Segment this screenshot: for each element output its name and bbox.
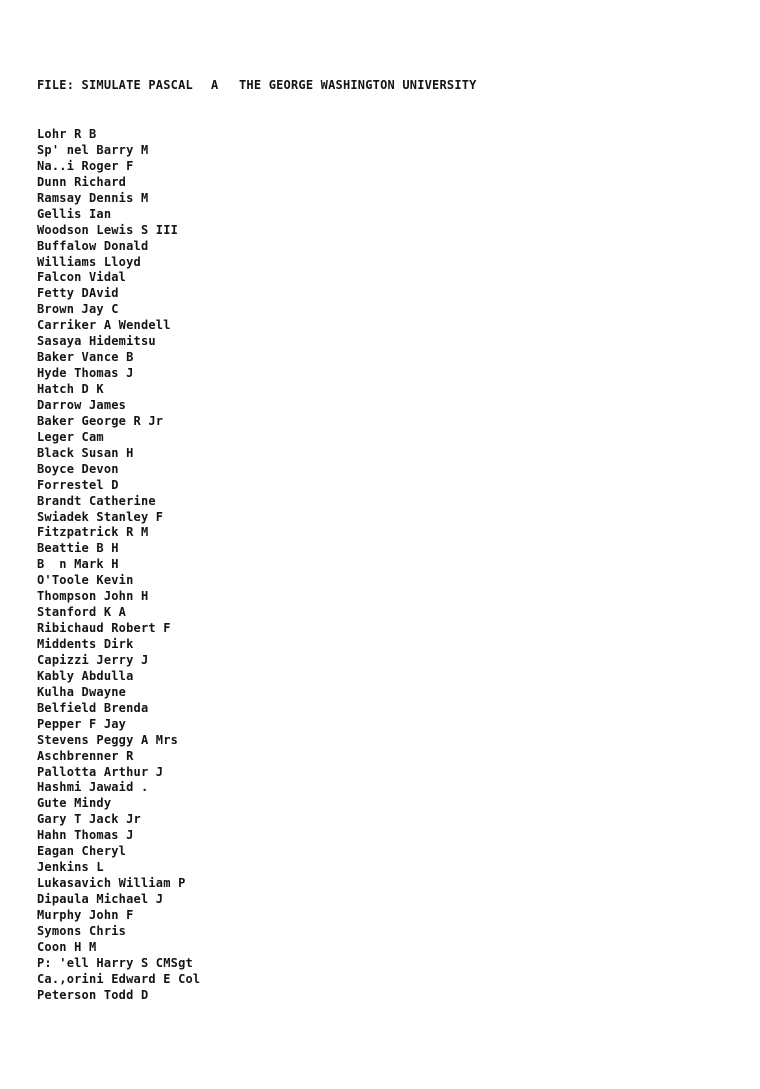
file-mode: A	[211, 78, 219, 92]
name-entry: Thompson John H	[37, 589, 149, 604]
file-label: FILE: SIMULATE PASCAL	[37, 78, 193, 92]
name-entry: Ramsay Dennis M	[37, 190, 149, 205]
name-entry: Eagan Cheryl	[37, 844, 127, 859]
name-entry: Brown Jay C	[37, 302, 119, 317]
name-entry: Carriker A Wendell	[37, 318, 171, 333]
file-header	[37, 78, 477, 92]
name-entry: Baker George R Jr	[37, 413, 164, 428]
name-entry: Kulha Dwayne	[37, 684, 127, 699]
name-list	[37, 127, 200, 1004]
name-entry: Sp' nel Barry M	[37, 142, 149, 157]
name-entry: Williams Lloyd	[37, 254, 141, 269]
name-entry: Baker Vance B	[37, 350, 134, 365]
name-entry: Stanford K A	[37, 605, 127, 620]
name-entry: Murphy John F	[37, 907, 134, 922]
name-entry: Stevens Peggy A Mrs	[37, 732, 179, 747]
name-entry: Hatch D K	[37, 382, 104, 396]
name-entry: Belfield Brenda	[37, 700, 149, 715]
name-entry: Coon H M	[37, 939, 97, 954]
name-entry: Forrestel D	[37, 477, 119, 492]
name-entry: Gute Mindy	[37, 796, 112, 811]
name-entry: Pallotta Arthur J	[37, 764, 164, 779]
name-entry: Na..i Roger F	[37, 158, 134, 173]
name-entry: O'Toole Kevin	[37, 573, 134, 588]
name-entry: Lukasavich William P	[37, 876, 186, 891]
name-entry: P: 'ell Harry S CMSgt	[37, 955, 193, 970]
name-entry: Swiadek Stanley F	[37, 509, 164, 524]
name-entry: Lohr R B	[37, 127, 97, 141]
name-entry: Hyde Thomas J	[37, 366, 134, 381]
name-entry: Ribichaud Robert F	[37, 621, 171, 636]
name-entry: Hahn Thomas J	[37, 828, 134, 843]
institution-name: THE GEORGE WASHINGTON UNIVERSITY	[239, 78, 477, 92]
name-entry: Leger Cam	[37, 429, 104, 444]
name-entry: Dunn Richard	[37, 174, 127, 189]
name-entry: Brandt Catherine	[37, 493, 156, 508]
name-entry: Fetty DAvid	[37, 286, 119, 301]
name-entry: Falcon Vidal	[37, 270, 127, 285]
name-entry: Symons Chris	[37, 923, 127, 938]
name-entry: Kably Abdulla	[37, 668, 134, 683]
name-entry: Capizzi Jerry J	[37, 652, 149, 667]
name-entry: B n Mark H	[37, 557, 119, 572]
name-entry: Pepper F Jay	[37, 716, 127, 731]
name-entry: Boyce Devon	[37, 461, 119, 476]
name-entry: Dipaula Michael J	[37, 892, 164, 906]
name-entry: Darrow James	[37, 397, 127, 412]
name-entry: Aschbrenner R	[37, 748, 134, 763]
name-entry: Hashmi Jawaid .	[37, 780, 149, 795]
name-entry: Sasaya Hidemitsu	[37, 334, 156, 349]
name-entry: Jenkins L	[37, 860, 104, 875]
name-entry: Ca.,orini Edward E Col	[37, 971, 201, 986]
name-entry: Middents Dirk	[37, 637, 134, 651]
name-entry: Fitzpatrick R M	[37, 525, 149, 540]
name-entry: Black Susan H	[37, 445, 134, 460]
name-entry: Beattie B H	[37, 541, 119, 556]
name-entry: Peterson Todd D	[37, 987, 149, 1002]
name-entry: Buffalow Donald	[37, 238, 149, 253]
name-entry: Woodson Lewis S III	[37, 222, 179, 237]
name-entry: Gellis Ian	[37, 206, 112, 221]
name-entry: Gary T Jack Jr	[37, 812, 141, 827]
